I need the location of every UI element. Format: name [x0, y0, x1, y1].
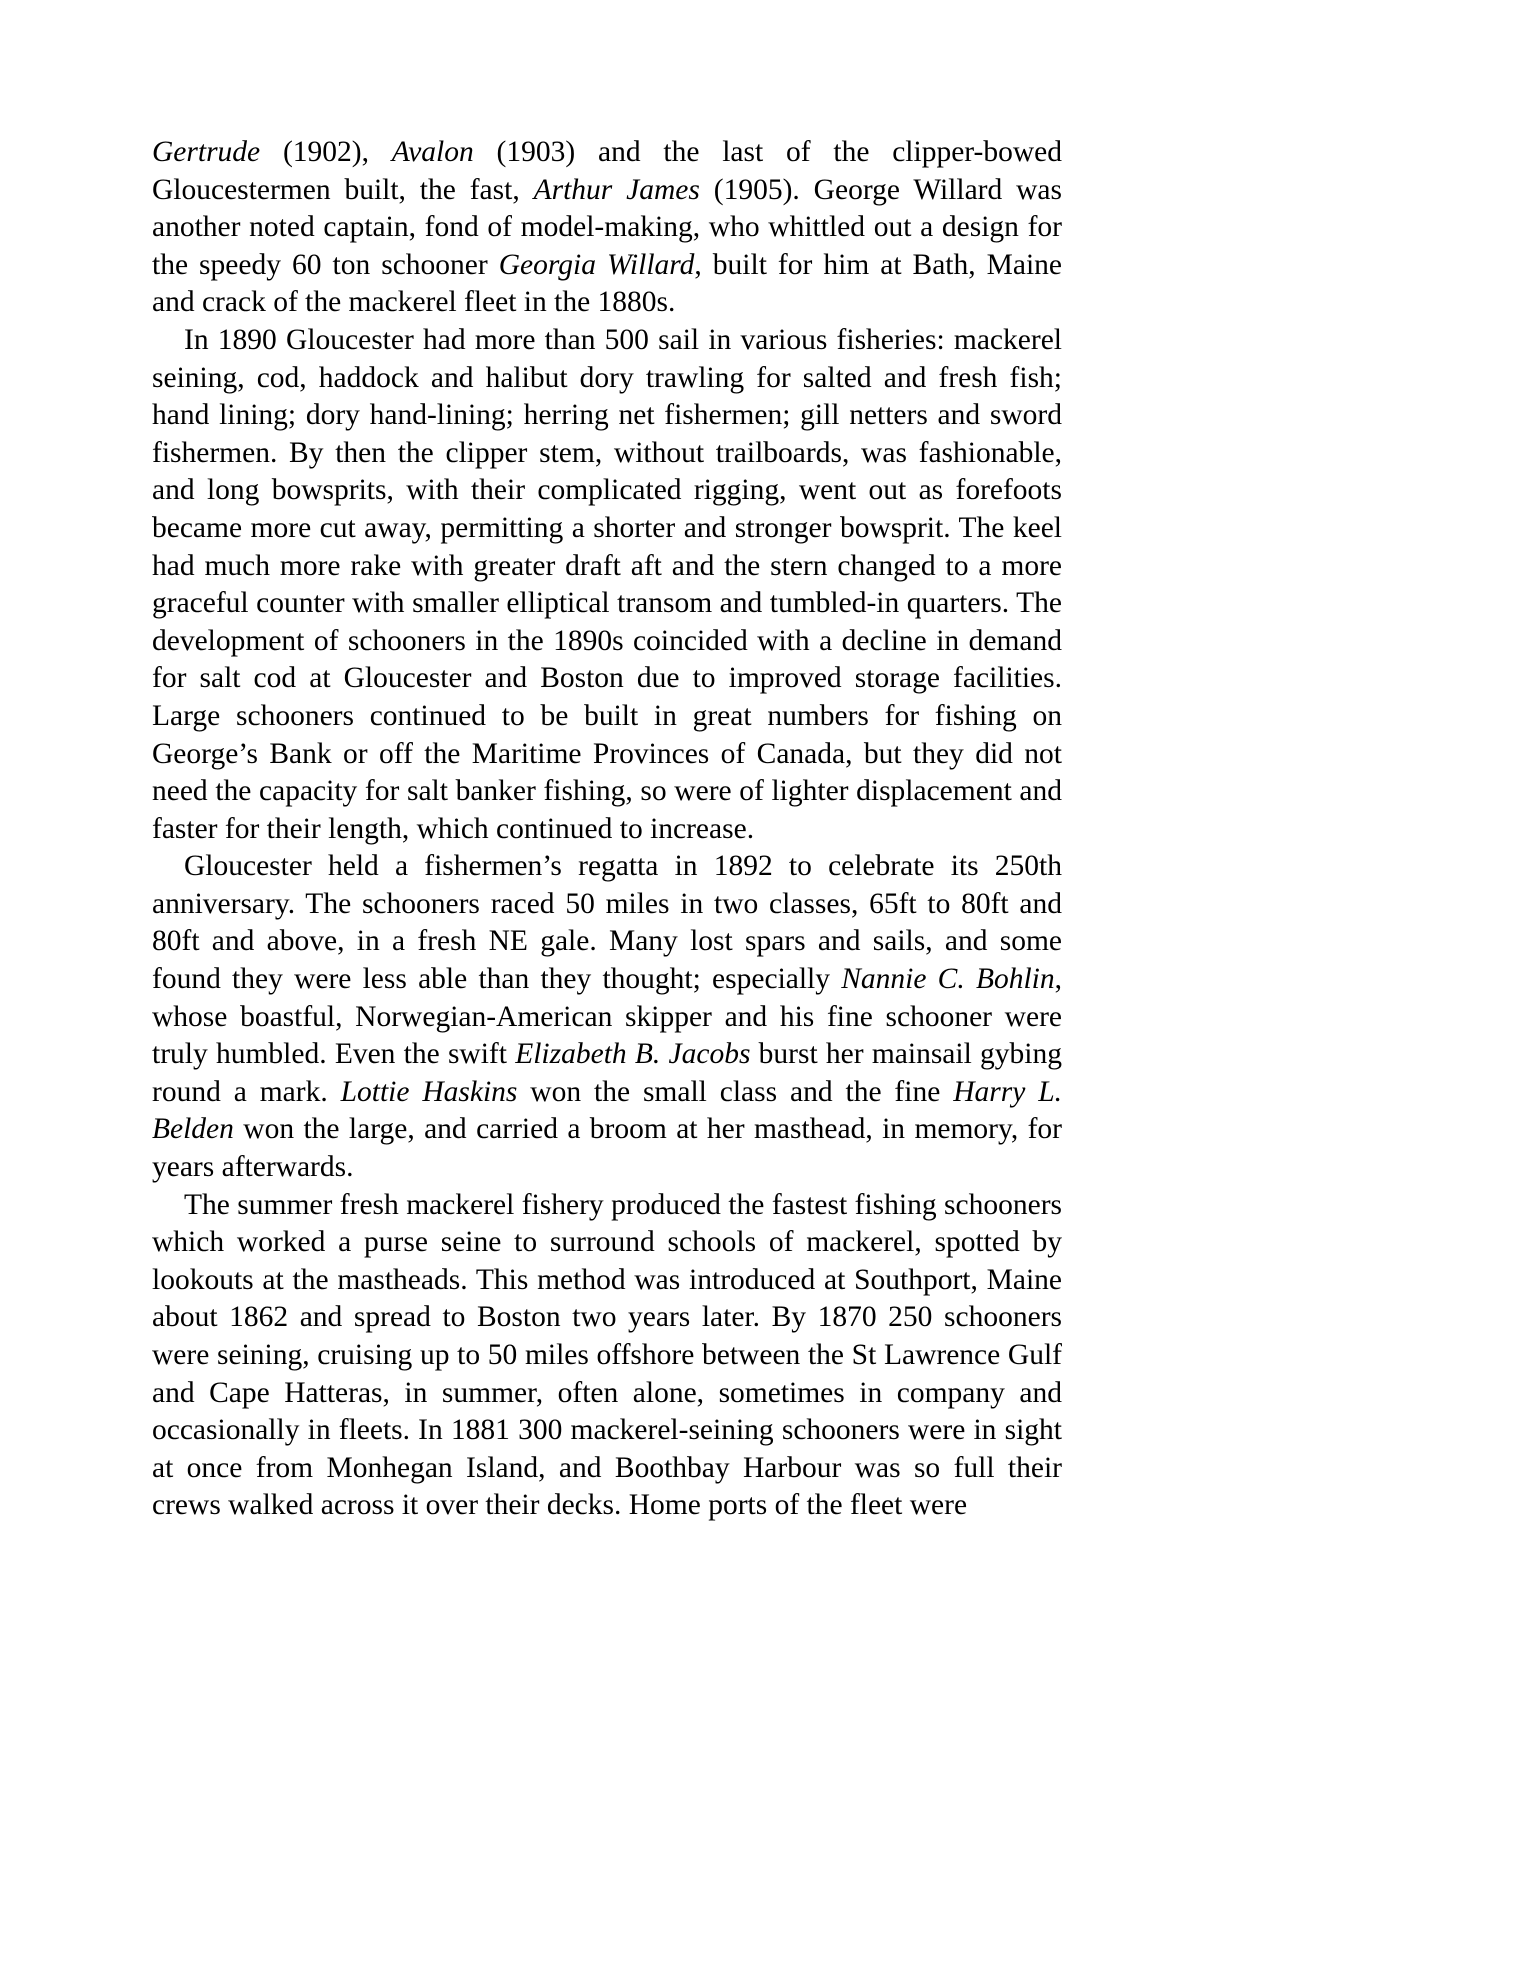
para-4	[152, 1187, 1062, 1525]
italic-title: Lottie Haskins	[340, 1075, 518, 1108]
italic-title: Elizabeth B. Jacobs	[515, 1038, 751, 1071]
text-run: (1903) and the last of the clipper-bowed Gloucestermen built, the fast,	[152, 136, 1062, 206]
italic-title: Arthur James	[533, 173, 700, 206]
text-run: won the large, and carried a broom at her masthead, in memory, for years afterwards.	[152, 1113, 1062, 1184]
text-run: (1902),	[260, 136, 392, 168]
text-run: The summer fresh mackerel fishery produced the fastest fishing schooners which worked a purse seine to surround schools of mackerel, spotted by lookouts at the mastheads. This method was introduced at Southport, Maine about 1862 and spread to Boston two years later. By 1870 250 schooners were seining, cruising up to 50 miles offshore between the St Lawrence Gulf and Cape Hatteras, in summer, often alone, sometimes in company and occasionally in fleets. In 1881 300 mackerel-seining schooners were in sight at once from Monhegan Island, and Boothbay Harbour was so full their crews walked across it over their decks. Home ports of the fleet were	[152, 1188, 1062, 1522]
text-run: burst her mainsail gybing round a mark.	[152, 1038, 1062, 1108]
body-text-column	[152, 134, 1062, 1525]
italic-title: Gertrude	[152, 136, 261, 168]
italic-title: Georgia Willard	[498, 248, 695, 281]
text-run: Gloucester held a fishermen’s regatta in 1892 to celebrate its 250th anniversary. The schooners raced 50 miles in two classes, 65ft to 80ft and 80ft and above, in a fresh NE gale. Many lost spars and sails, and some found they were less able than they thought; especially	[152, 850, 1062, 996]
italic-title: Harry L. Belden	[152, 1075, 1062, 1146]
para-3	[152, 848, 1062, 1186]
text-run: , built for him at Bath, Maine and crack of the mackerel fleet in the 1880s.	[152, 248, 1062, 319]
text-run: In 1890 Gloucester had more than 500 sail in various fisheries: mackerel seining, cod, haddock and halibut dory trawling for salted and fresh fish; hand lining; dory hand-lining; herring net fishermen; gill netters and sword fishermen. By then the clipper stem, without trailboards, was fashionable, and long bowsprits, with their complicated rigging, went out as forefoots became more cut away, permitting a shorter and stronger bowsprit. The keel had much more rake with greater draft aft and the stern changed to a more graceful counter with smaller elliptical transom and tumbled-in quarters. The development of schooners in the 1890s coincided with a decline in demand for salt cod at Gloucester and Boston due to improved storage facilities. Large schooners continued to be built in great numbers for fishing on George’s Bank or off the Maritime Provinces of Canada, but they did not need the capacity for salt banker fishing, so were of lighter displacement and faster for their length, which continued to increase.	[152, 323, 1062, 845]
text-run: , whose boastful, Norwegian-American skipper and his fine schooner were truly humbled. Even the swift	[152, 963, 1062, 1071]
para-1	[152, 134, 1062, 322]
text-run: won the small class and the fine	[517, 1075, 954, 1108]
para-2	[152, 322, 1062, 848]
italic-title: Avalon	[391, 136, 474, 168]
text-run: (1905). George Willard was another noted captain, fond of model-making, who whittled out a design for the speedy 60 ton schooner	[152, 173, 1062, 281]
italic-title: Nannie C. Bohlin	[841, 963, 1055, 996]
